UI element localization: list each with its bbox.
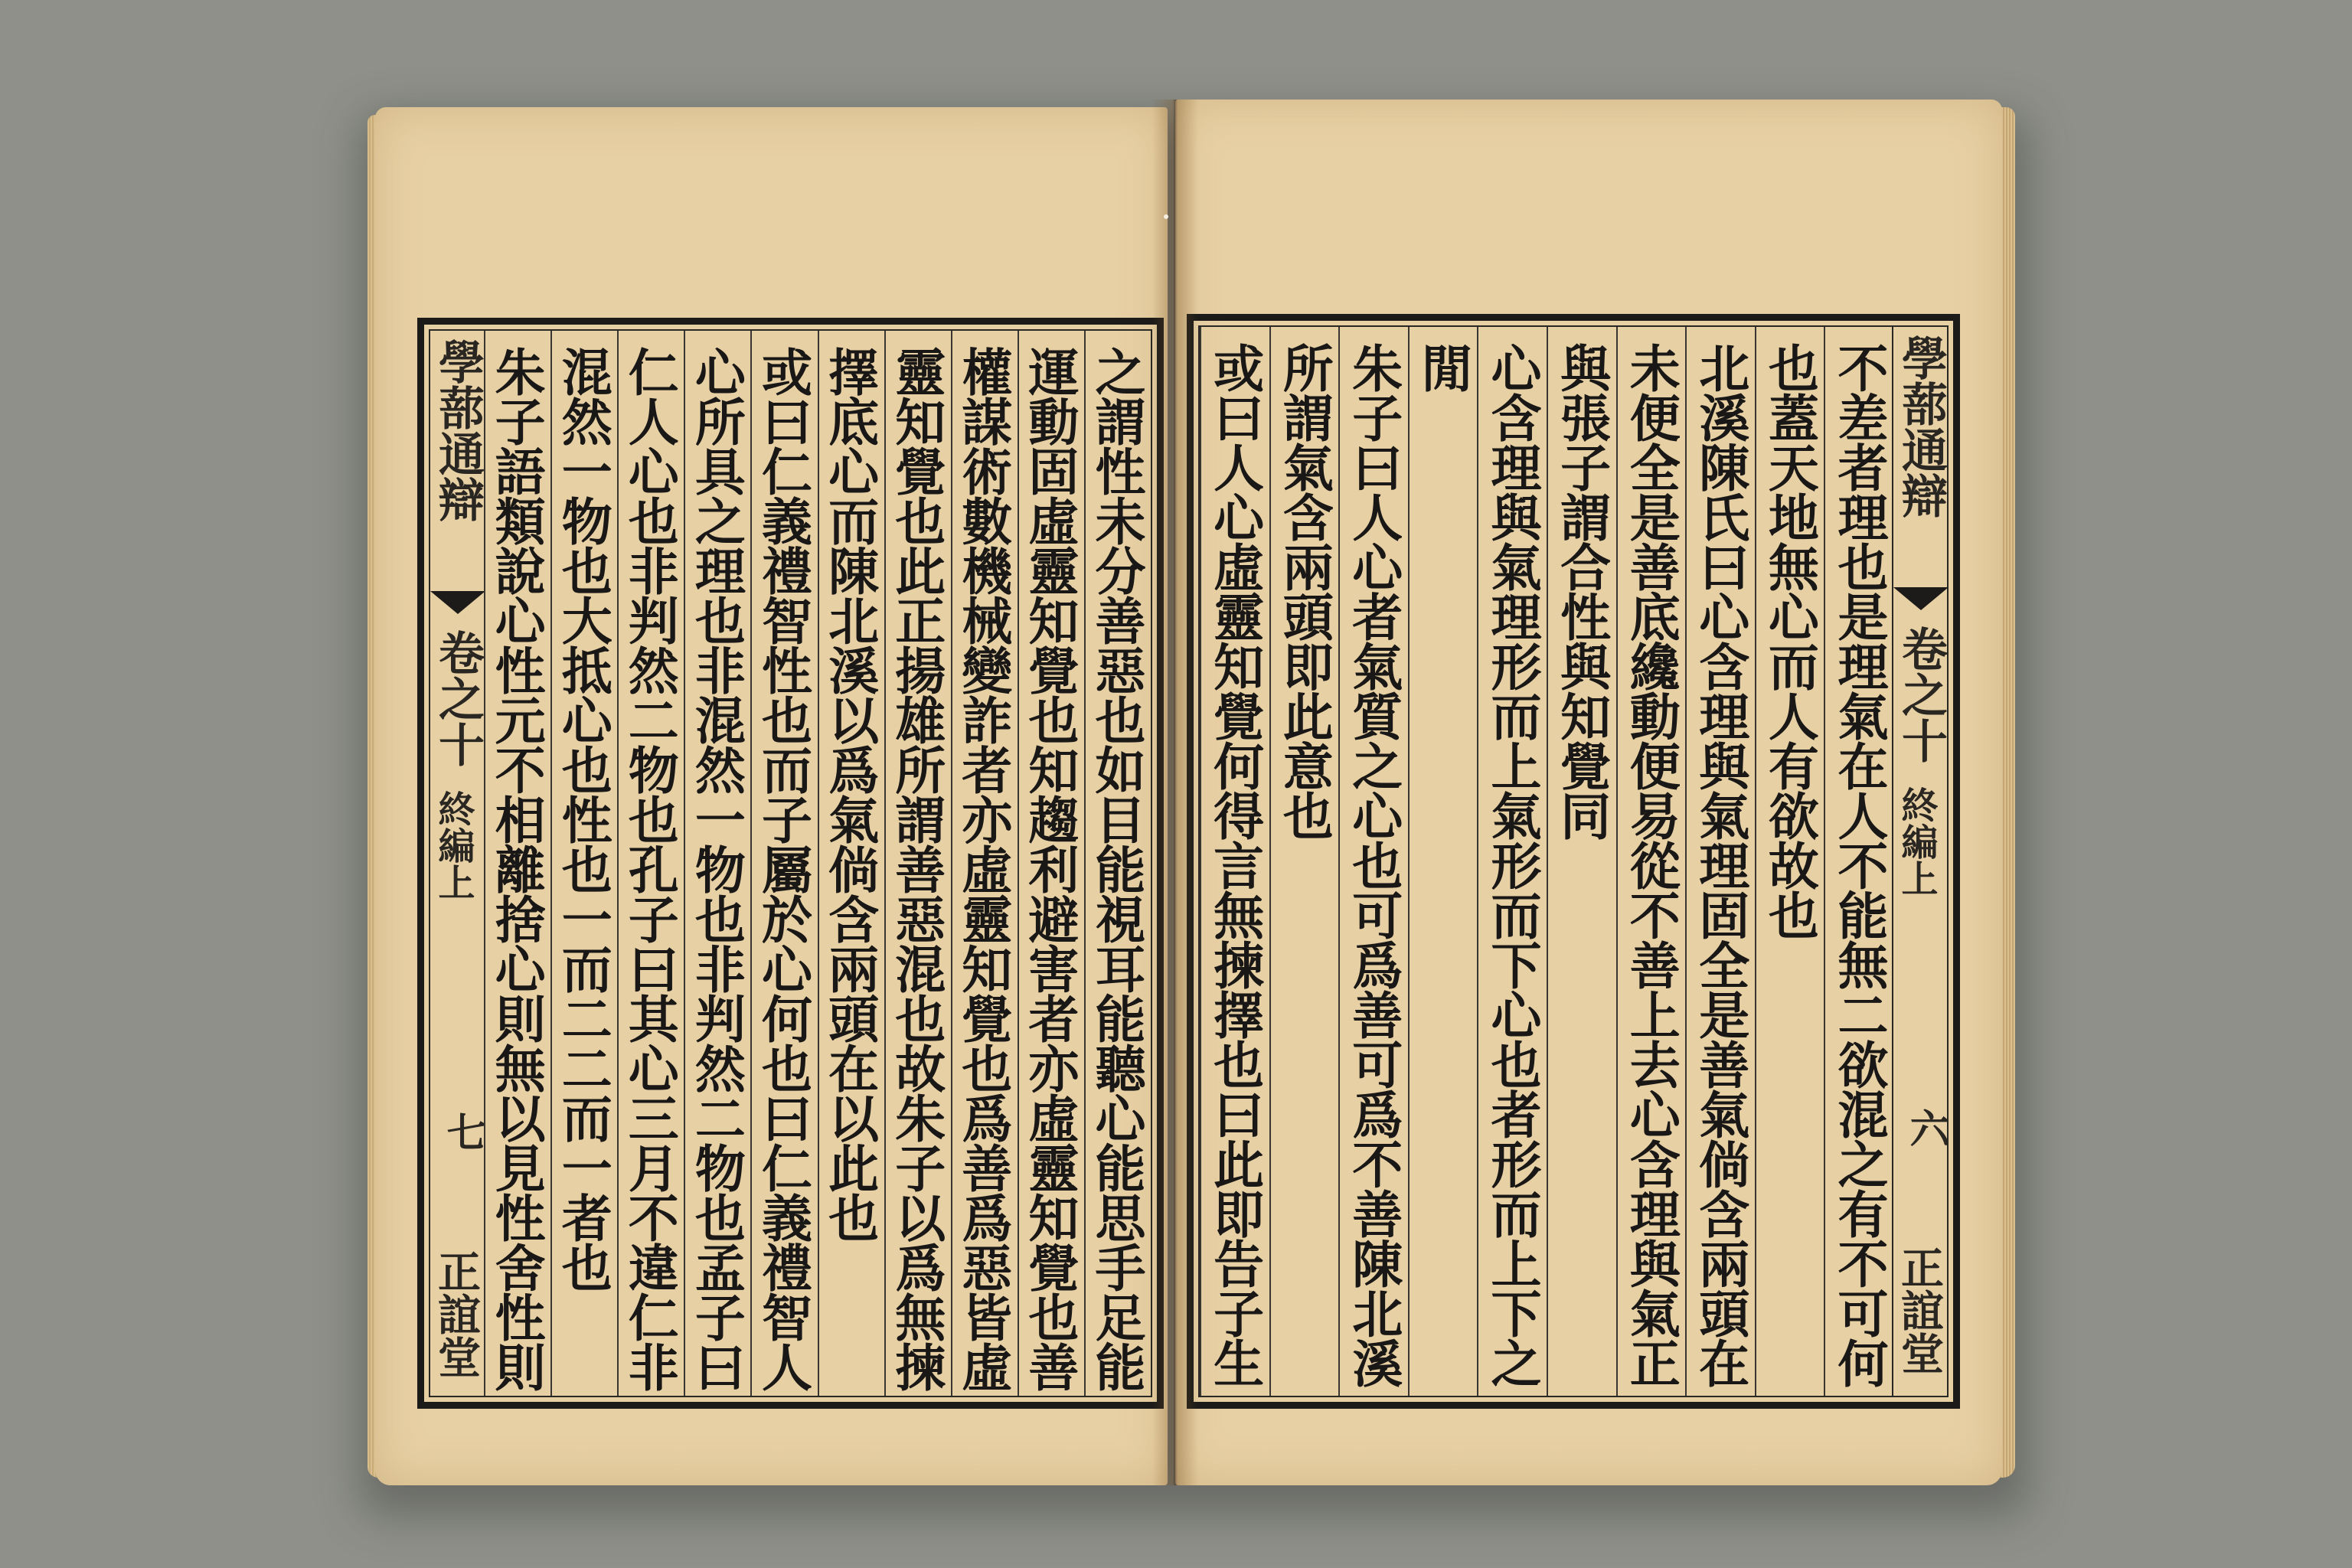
text-column xyxy=(884,331,951,1396)
text-column xyxy=(1477,327,1547,1396)
left-banxin-publisher: 正誼堂 xyxy=(431,1250,482,1378)
text-column xyxy=(1755,327,1824,1396)
text-column xyxy=(1269,327,1339,1396)
text-column xyxy=(684,331,750,1396)
column-text: 朱子語類說心性元不相離捨心則無以見性舍性則 xyxy=(486,346,547,1391)
text-column xyxy=(1084,331,1151,1396)
left-frame-inner xyxy=(429,329,1152,1397)
left-text-columns xyxy=(484,331,1151,1396)
right-text-columns xyxy=(1200,327,1893,1396)
column-text: 運動固虛靈知覺也知趨利避害者亦虛靈知覺也善 xyxy=(1019,346,1080,1391)
column-text: 閒 xyxy=(1413,342,1473,392)
text-column xyxy=(1018,331,1084,1396)
column-text: 擇底心而陳北溪以爲氣倘含兩頭在以此也 xyxy=(819,346,880,1242)
column-text: 不差者理也是理氣在人不能無二欲混之有不可何 xyxy=(1828,342,1889,1387)
text-column xyxy=(750,331,817,1396)
column-text: 朱子曰人心者氣質之心也可爲善可爲不善陳北溪 xyxy=(1343,342,1403,1387)
right-banxin-publisher: 正誼堂 xyxy=(1894,1246,1945,1374)
left-banxin-volume: 卷之十 xyxy=(431,629,485,767)
column-text: 北溪陳氏曰心含理與氣理固全是善氣倘含兩頭在 xyxy=(1690,342,1750,1387)
binding-thread xyxy=(1164,214,1168,219)
text-column xyxy=(617,331,684,1396)
text-column xyxy=(1200,327,1269,1396)
text-column xyxy=(951,331,1018,1396)
column-text: 仁人心也非判然二物也孔子曰其心三月不違仁非 xyxy=(619,346,680,1391)
column-text: 或曰人心虛靈知覺何得言無揀擇也曰此即告子生 xyxy=(1204,342,1265,1387)
text-column xyxy=(1824,327,1893,1396)
text-column xyxy=(484,331,550,1396)
right-banxin-title: 學蔀通辯 xyxy=(1894,335,1948,518)
text-column xyxy=(818,331,884,1396)
column-text: 心含理與氣理形而上氣形而下心也者形而上下之 xyxy=(1481,342,1542,1387)
left-banxin-leaf: 七 xyxy=(439,1112,486,1152)
column-text: 之謂性未分善惡也如目能視耳能聽心能思手足能 xyxy=(1086,346,1146,1391)
right-banxin xyxy=(1892,327,1947,1396)
text-column xyxy=(550,331,617,1396)
right-fishtail xyxy=(1893,587,1949,610)
left-banxin-title: 學蔀通辯 xyxy=(431,338,485,522)
right-frame-inner xyxy=(1198,325,1949,1397)
text-column xyxy=(1685,327,1755,1396)
text-column xyxy=(1616,327,1686,1396)
column-text: 與張子謂合性與知覺同 xyxy=(1551,342,1612,840)
column-text: 未便全是善底纔動便易從不善上去心含理與氣正 xyxy=(1621,342,1681,1387)
column-text: 靈知覺也此正揚雄所謂善惡混也故朱子以爲無揀 xyxy=(886,346,946,1391)
column-text: 混然一物也大抵心也性也一而二二而一者也 xyxy=(553,346,613,1292)
left-fishtail xyxy=(430,591,485,614)
text-column xyxy=(1547,327,1616,1396)
right-page-frame xyxy=(1187,314,1960,1409)
book-gutter xyxy=(1152,100,1198,1485)
text-column xyxy=(1338,327,1408,1396)
right-banxin-section: 終編上 xyxy=(1895,786,1938,897)
left-banxin xyxy=(430,331,484,1396)
column-text: 或曰仁義禮智性也而子屬於心何也曰仁義禮智人 xyxy=(753,346,813,1391)
left-banxin-section: 終編上 xyxy=(432,790,475,900)
right-banxin-leaf: 六 xyxy=(1903,1108,1949,1148)
column-text: 權謀術數機械變詐者亦虛靈知覺也爲善爲惡皆虛 xyxy=(952,346,1013,1391)
left-page-frame xyxy=(417,318,1164,1409)
right-banxin-volume: 卷之十 xyxy=(1894,626,1948,763)
column-text: 所謂氣含兩頭即此意也 xyxy=(1274,342,1334,840)
column-text: 心所具之理也非混然一物也非判然二物也孟子曰 xyxy=(686,346,746,1391)
text-column xyxy=(1408,327,1478,1396)
column-text: 也蓋天地無心而人有欲故也 xyxy=(1759,342,1820,939)
